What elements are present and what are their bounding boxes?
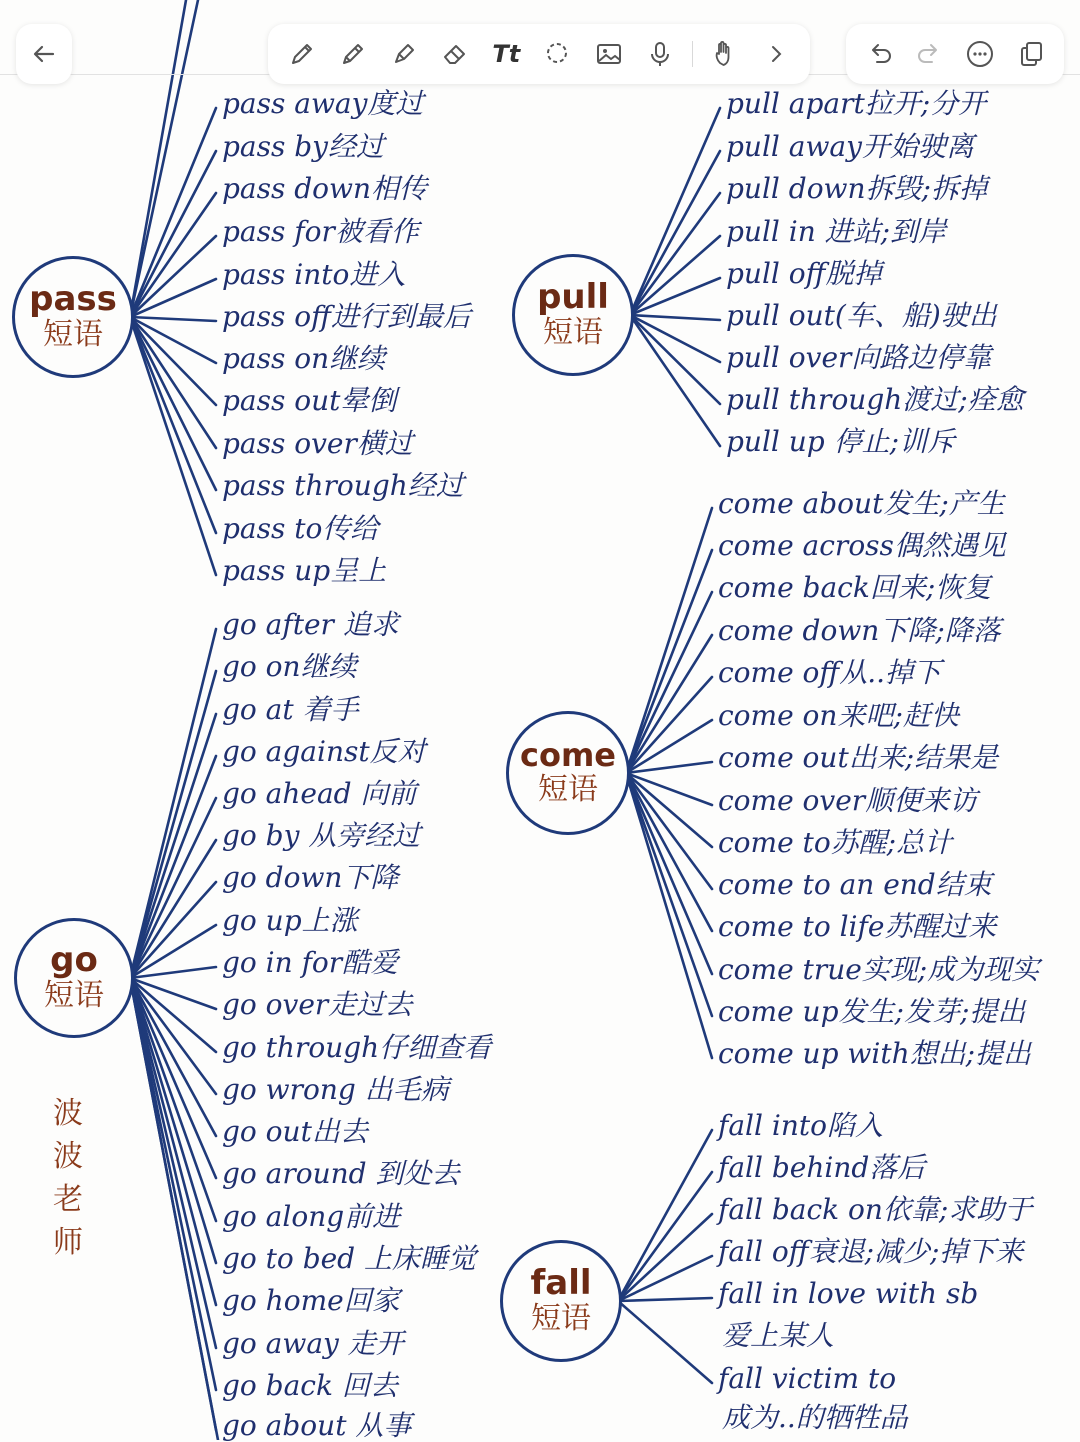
phrase-item: fall into陷入 bbox=[718, 1109, 883, 1142]
connector-line bbox=[130, 317, 216, 405]
pen-icon[interactable] bbox=[283, 35, 321, 73]
phrase-item: pass over横过 bbox=[222, 427, 413, 460]
phrase-item: go by 从旁经过 bbox=[222, 819, 421, 852]
phrase-item: come to life苏醒过来 bbox=[718, 910, 997, 943]
phrase-item: go through仔细查看 bbox=[222, 1031, 492, 1064]
connector-line bbox=[130, 714, 216, 978]
back-arrow-icon bbox=[25, 35, 63, 73]
phrase-item: go to bed 上床睡觉 bbox=[222, 1242, 477, 1275]
toolbar-separator bbox=[692, 41, 693, 67]
phrase-item: fall in love with sb bbox=[718, 1277, 979, 1310]
undo-icon[interactable] bbox=[860, 35, 898, 73]
connector-line bbox=[130, 756, 216, 978]
connector-line bbox=[130, 978, 216, 1136]
image-icon[interactable] bbox=[590, 35, 628, 73]
phrase-item: go back 回去 bbox=[222, 1369, 398, 1402]
node-title: come bbox=[520, 735, 616, 774]
phrase-item: fall behind落后 bbox=[718, 1151, 926, 1184]
phrase-item: go over走过去 bbox=[222, 988, 413, 1021]
node-pull bbox=[512, 254, 634, 376]
connector-line bbox=[130, 978, 216, 1263]
phrase-item: pull apart拉开;分开 bbox=[726, 87, 987, 120]
phrase-item: pull down拆毁;拆掉 bbox=[726, 172, 987, 205]
phrase-item: go up上涨 bbox=[222, 904, 358, 937]
phrase-item: come across偶然遇见 bbox=[718, 529, 1006, 562]
connector-line bbox=[130, 840, 216, 978]
text-tool-icon[interactable]: Tt bbox=[492, 40, 521, 68]
connector-line bbox=[626, 677, 712, 773]
phrase-item: come down下降;降落 bbox=[718, 614, 1001, 647]
phrase-item: pass up呈上 bbox=[222, 554, 387, 587]
phrase-item: come up with想出;提出 bbox=[718, 1037, 1032, 1070]
node-come bbox=[506, 711, 630, 835]
connector-line bbox=[618, 1130, 712, 1301]
connector-line bbox=[626, 550, 712, 773]
phrase-item: pass out晕倒 bbox=[222, 384, 397, 417]
connector-line bbox=[130, 317, 216, 533]
phrase-item: go in for酷爱 bbox=[222, 946, 399, 979]
connector-line bbox=[630, 236, 720, 315]
phrase-item: fall victim to bbox=[718, 1362, 897, 1395]
node-title: fall bbox=[530, 1262, 592, 1303]
phrase-item: come up发生;发芽;提出 bbox=[718, 995, 1026, 1028]
phrase-item: go about 从事 bbox=[222, 1409, 412, 1442]
document-actions-bar bbox=[846, 24, 1064, 84]
phrase-item: come back回来;恢复 bbox=[718, 571, 992, 604]
phrase-item: pass down相传 bbox=[222, 172, 428, 205]
node-subtitle: 短语 bbox=[44, 977, 104, 1013]
connector-line bbox=[130, 629, 216, 978]
phrase-item: pull in 进站;到岸 bbox=[726, 215, 947, 248]
phrase-item: come to an end结束 bbox=[718, 868, 992, 901]
connector-line bbox=[630, 315, 720, 320]
connector-line bbox=[130, 978, 216, 1305]
phrase-item: pull over向路边停靠 bbox=[726, 341, 992, 374]
phrase-item: come to苏醒;总计 bbox=[718, 826, 953, 859]
phrase-item: pass by经过 bbox=[222, 130, 384, 163]
connector-line bbox=[626, 635, 712, 773]
phrase-item: go wrong 出毛病 bbox=[222, 1073, 449, 1106]
connector-line bbox=[130, 317, 216, 321]
connector-line bbox=[630, 315, 720, 404]
pencil-icon[interactable] bbox=[334, 35, 372, 73]
node-subtitle: 短语 bbox=[543, 314, 603, 350]
phrase-item: pass away度过 bbox=[222, 87, 424, 120]
phrase-item: come on来吧;赶快 bbox=[718, 699, 959, 732]
author-signature: 波波老师 bbox=[53, 1096, 83, 1260]
phrase-item: pull off脱掉 bbox=[726, 257, 882, 290]
phrase-item: go down下降 bbox=[222, 861, 399, 894]
phrase-item: go at 着手 bbox=[222, 693, 359, 726]
drawing-tools-bar bbox=[268, 24, 810, 84]
connector-line-offscreen bbox=[130, 978, 218, 1440]
phrase-item: go along前进 bbox=[222, 1200, 401, 1233]
connector-line-offscreen bbox=[130, 0, 186, 317]
connector-line bbox=[626, 773, 712, 1058]
phrase-item: go away 走开 bbox=[222, 1327, 404, 1360]
hand-draw-icon[interactable] bbox=[706, 35, 744, 73]
phrase-item: go ahead 向前 bbox=[222, 777, 417, 810]
connector-line bbox=[618, 1298, 712, 1301]
phrase-item: pull away开始驶离 bbox=[726, 130, 974, 163]
phrase-item: go against反对 bbox=[222, 735, 426, 768]
connector-line bbox=[630, 315, 720, 362]
connector-line bbox=[130, 317, 216, 490]
phrase-item: pass to传给 bbox=[222, 512, 379, 545]
phrase-item: go on继续 bbox=[222, 650, 357, 683]
connector-line bbox=[130, 151, 216, 317]
highlighter-icon[interactable] bbox=[385, 35, 423, 73]
chevron-right-icon[interactable] bbox=[757, 35, 795, 73]
phrase-item: pull through渡过;痊愈 bbox=[726, 383, 1024, 416]
connector-line bbox=[618, 1301, 712, 1383]
phrase-item: fall off衰退;减少;掉下来 bbox=[718, 1235, 1024, 1268]
node-fall bbox=[500, 1240, 622, 1362]
node-subtitle: 短语 bbox=[538, 771, 598, 807]
phrase-item: come true实现;成为现实 bbox=[718, 953, 1040, 986]
connector-line bbox=[618, 1214, 712, 1301]
back-button[interactable] bbox=[16, 24, 72, 84]
phrase-item: pass for被看作 bbox=[222, 215, 419, 248]
node-title: pass bbox=[29, 278, 117, 319]
node-title: go bbox=[50, 939, 98, 980]
phrase-item: pass on继续 bbox=[222, 342, 386, 375]
redo-icon[interactable] bbox=[911, 35, 949, 73]
node-subtitle: 短语 bbox=[43, 316, 103, 352]
phrase-item: come off从..掉下 bbox=[718, 656, 942, 689]
phrase-item: 成为..的牺牲品 bbox=[722, 1401, 908, 1434]
phrase-item: come over顺便来访 bbox=[718, 784, 978, 817]
phrase-item: pass into进入 bbox=[222, 258, 406, 291]
eraser-icon[interactable] bbox=[436, 35, 474, 73]
node-subtitle: 短语 bbox=[531, 1300, 591, 1336]
more-icon[interactable] bbox=[961, 35, 999, 73]
connector-line bbox=[618, 1172, 712, 1301]
phrase-item: pull out(车、船)驶出 bbox=[726, 299, 997, 332]
node-go bbox=[14, 918, 134, 1038]
phrase-item: come about发生;产生 bbox=[718, 487, 1005, 520]
phrase-item: go around 到处去 bbox=[222, 1157, 460, 1190]
phrase-item: fall back on依靠;求助于 bbox=[718, 1193, 1033, 1226]
phrase-item: go out出去 bbox=[222, 1115, 368, 1148]
phrase-item: pass off进行到最后 bbox=[222, 300, 471, 333]
connector-line bbox=[630, 315, 720, 446]
pages-icon[interactable] bbox=[1012, 35, 1050, 73]
connector-line bbox=[630, 151, 720, 315]
node-title: pull bbox=[537, 276, 609, 317]
lasso-icon[interactable] bbox=[538, 35, 576, 73]
microphone-icon[interactable] bbox=[641, 35, 679, 73]
phrase-item: go home回家 bbox=[222, 1284, 400, 1317]
phrase-item: go after 追求 bbox=[222, 608, 399, 641]
phrase-item: pull up 停止;训斥 bbox=[726, 425, 956, 458]
connector-line bbox=[618, 1256, 712, 1301]
connector-line bbox=[626, 508, 712, 773]
phrase-item: 爱上某人 bbox=[722, 1319, 835, 1352]
phrase-item: pass through经过 bbox=[222, 469, 464, 502]
connector-line bbox=[626, 773, 712, 931]
node-pass bbox=[12, 256, 134, 378]
phrase-item: come out出来;结果是 bbox=[718, 741, 999, 774]
